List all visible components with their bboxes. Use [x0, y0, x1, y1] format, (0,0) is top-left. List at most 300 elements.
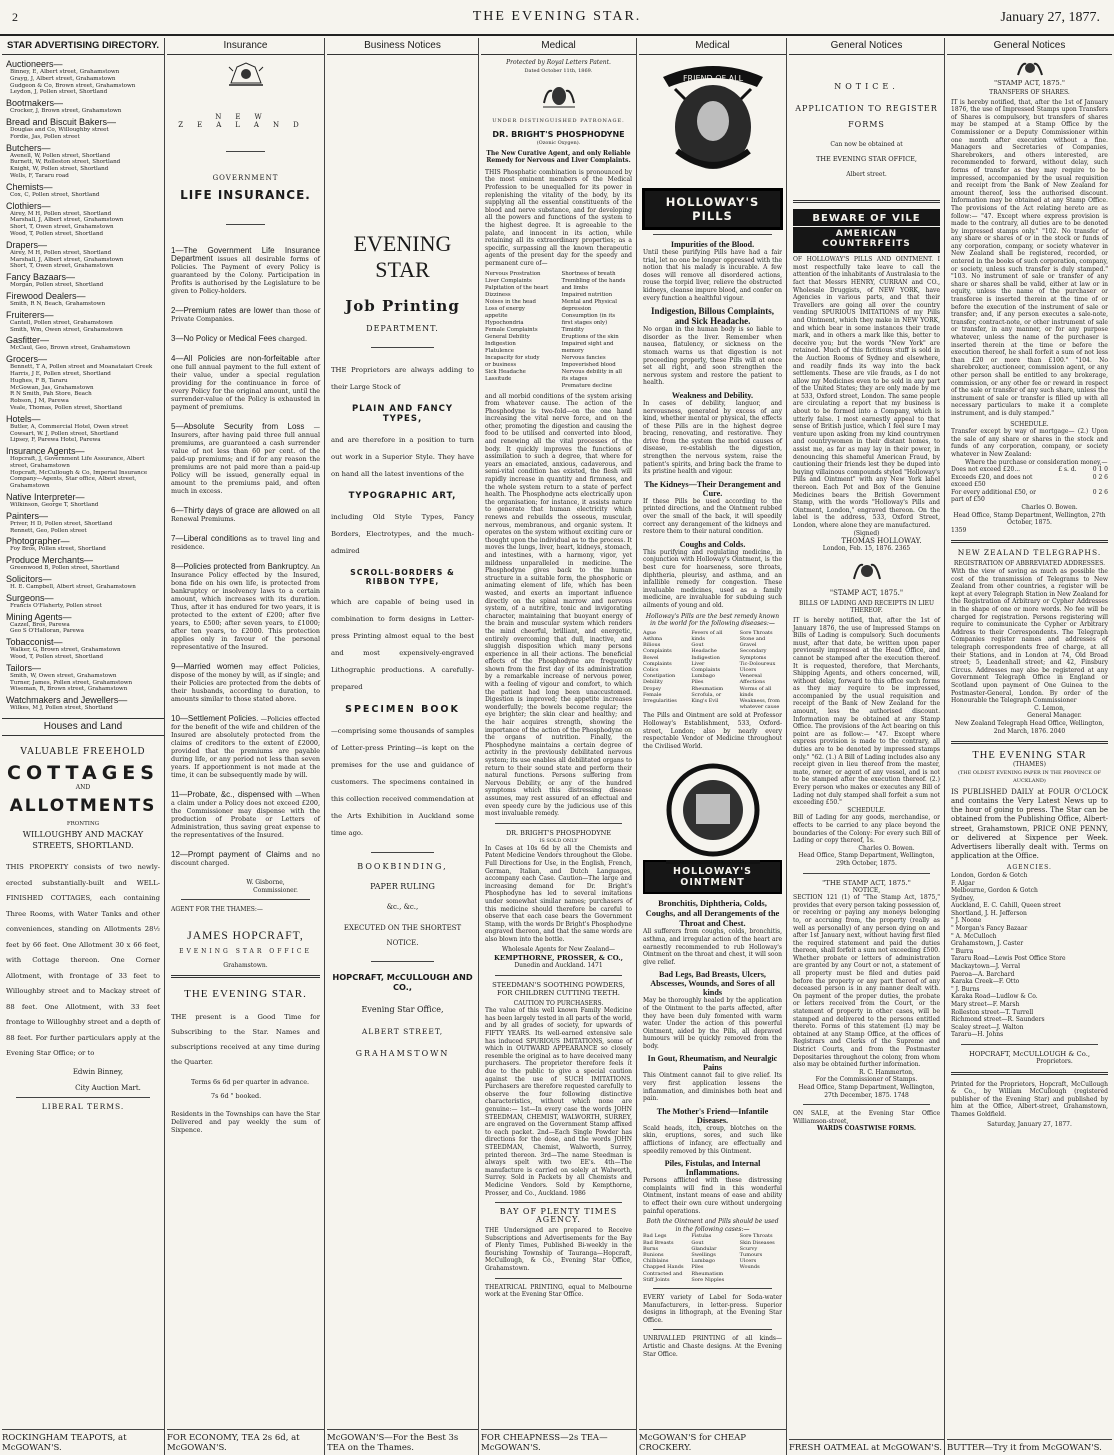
- auction-signature: Edwin Binney,: [72, 1067, 124, 1076]
- typographic-art: TYPOGRAPHIC ART,: [348, 491, 457, 501]
- agent-name: JAMES HOPCRAFT,: [187, 929, 304, 942]
- disease-item: Female Irregularities: [643, 691, 677, 704]
- register-forms: APPLICATION TO REGISTER FORMS: [795, 104, 938, 129]
- both-item: Skin Diseases: [739, 1239, 775, 1246]
- ailment-item: Female Complaints: [485, 326, 538, 333]
- subscribe-booked: 7s 6d " booked.: [211, 1092, 262, 1101]
- insurance-item: [171, 307, 320, 323]
- disease-item: Venereal Affections: [739, 673, 765, 686]
- ailment-item: Trembling of the hands: [561, 277, 626, 284]
- both-item: Glandular Swellings: [691, 1245, 717, 1258]
- phosphodyne-p2: and all morbid conditions of the system arising from whatever cause. The action of the Phosphodyne is two-fold—on the one hand increasing the vital nerve force, and on the other, promoting the digestion and causing the food to be utilised and converted into blood, and renewing all the vital processes of the body. It quickly improves the functions of assimilation to such a degree, that where for years an emaciated, anxious, cadaverous, and semi-vital condition has existed, the flesh will rapidly increase in quantity and firmness, and the whole system return to a state of perfect health. The Phosphodyne acts electrically upon the organisation; for instance, it assists nature to generate that human electricity which renews and rebuilds the osseous, muscular, nervous, membranous, and organic system. It operates on the system without exciting cure or thought upon the individual as to the process. It moves the lungs, liver, heart, kidneys, stomach, and intestines, with a harmony, vigor, yet mildness unparalleled in medicine. The Phosphodyne gives back to the human structure in a suitable form, the phosphoric or animating element of life, which has been wasted, and exerts an important influence directly on the spinal marrow and nervous system, of a nutritive, tonic and invigorating character, maintaining that buoyant energy of the brain and muscular system which renders the mind cheerful, brilliant, and energetic, entirely overcoming that dull, inactive, and sluggish disposition which many persons experience in all their actions. The beneficial effects of the Phosphodyne are frequently shown from the first day of its administration by a remarkable increase of nervous power, with a feeling of vigour and comfort, to which the patient had long been unaccustomed. Digestion is improved; the appetite increases wonderfully; the bowels become regular; the eye brighter; the skin clear and healthy; and the hair acquires strength, showing the importance of the action of the Phosphodyne on the organs of nutrition. Finally, the Phosphodyne maintains a certain degree of activity in the previously debilitated nervous system; its use enables all debilitated organs to return to their sound state and perform their natural functions. Persons suffering from Nervous Debility, or any of the hundred symptoms which this distressing disease assumes, may rest assured of an effectual and even speedy cure by the judicious use of this most invaluable remedy.: [485, 392, 632, 818]
- diseases-grid: [643, 630, 782, 711]
- agent-entry: Melbourne, Gordon & Gotch: [951, 887, 1038, 895]
- directory-category: Clothiers—: [6, 200, 51, 211]
- insurance-item: [171, 791, 320, 839]
- houses-land-header: Houses and Land: [2, 718, 164, 736]
- ailment-item: Loss of energy: [485, 305, 525, 312]
- col1-bottom-ad: ROCKINGHAM TEAPOTS, at McGOWAN'S.: [2, 1429, 164, 1453]
- directory-category: Photographer—: [6, 536, 70, 547]
- diseases-intro: Holloway's Pills are the best remedy known in the world for the following diseases:—: [645, 612, 780, 628]
- disease-item: Ulcers: [739, 666, 757, 673]
- col2-bottom-ad: FOR ECONOMY, TEA 2s 6d, at McGOWAN'S.: [167, 1429, 324, 1453]
- nz-heading: NEW ZEALAND: [178, 113, 313, 129]
- firm-street: ALBERT STREET,: [361, 1027, 444, 1036]
- agents-list: [951, 872, 1108, 1039]
- bronchitis-heading: Bronchitis, Diphtheria, Colds, Coughs, and all Derangements of the Throat and Chest.: [645, 898, 780, 929]
- fee-cell: [1045, 489, 1076, 504]
- directory-entry: Short, T, Owen street, Grahamstown: [10, 224, 114, 231]
- insurance-item: [171, 507, 320, 523]
- directory-category: Grocers—: [6, 354, 48, 365]
- job-p3: including Old Style Types, Fancy Borders, Electrotypes, and the much-admired: [331, 513, 474, 555]
- schedule-label-2: SCHEDULE.: [1010, 420, 1049, 428]
- insurance-item-text: issues all desirable forms of Policies. The Payment of every Policy is guaranteed by the Colony. Participation in Profits is authorised by the Legislature to be given to Policy-holders.: [171, 255, 320, 295]
- ailment-item: Impaired sight and: [561, 340, 614, 347]
- disease-item: Lumbago: [691, 673, 716, 680]
- signed-label: (Signed): [853, 529, 880, 537]
- directory-category: Insurance Agents—: [6, 446, 85, 457]
- directory-entry: Priver, H D, Pollen street, Shortland: [10, 520, 113, 527]
- both-item: Burns: [643, 1245, 659, 1252]
- stamp-crest-icon-2: [951, 59, 1108, 77]
- beware-banner: BEWARE OF VILE: [793, 209, 940, 226]
- ailment-item: Incapacity for study: [485, 354, 540, 361]
- insurance-item-text: may effect Policies, dispose of the money by will, as if single; and their Policies are protected from the debts of their husbands, according to duration, to amounts similar to those stated above.: [171, 663, 320, 703]
- insurance-item: [171, 423, 320, 495]
- directory-entry: Lipsey, F, Parewa Hotel, Parewa: [10, 437, 101, 444]
- can-obtained: Can now be obtained at: [830, 141, 903, 148]
- directory-category: Surgeons—: [6, 592, 54, 603]
- sold-heading: DR. BRIGHT'S PHOSPHODYNE: [505, 828, 612, 837]
- insurance-items: [171, 247, 320, 867]
- ailment-item: Consumption (in its: [561, 312, 616, 319]
- agent-entry: " J. Burns: [951, 985, 980, 993]
- head-office-2: Head Office, Stamp Department, Wellington, 27th December, 1875. 1748: [798, 1083, 935, 1099]
- col5-bottom-ad: McGOWAN'S for CHEAP CROCKERY.: [639, 1429, 786, 1453]
- directory-category: Fruiterers—: [6, 309, 54, 320]
- ribbon-text: FRIEND OF ALL: [682, 74, 743, 83]
- ailment-item: depression: [561, 305, 592, 312]
- directory-category: Native Interpreter—: [6, 492, 85, 503]
- col4-bottom-ad: FOR CHEAPNESS—2s TEA—McGOWAN'S.: [481, 1429, 636, 1453]
- fee-row: [951, 466, 1108, 474]
- kidneys-heading: The Kidneys—Their Derangement and Cure.: [644, 479, 781, 498]
- disease-item: Asthma: [643, 635, 663, 642]
- bay-plenty-body: THE Undersigned are prepared to Receive Subscriptions and Advertisements for the Bay of Plenty Times, Published Bi-weekly in the flourishing Township of Tauranga—Hopcraft, McCullough, & Co., Evening Star Office, Grahamstown.: [485, 1227, 632, 1273]
- fee-cell: 0 2 6: [1092, 488, 1109, 496]
- directory-entry: Crocker, J, Brown street, Grahamstown: [10, 108, 122, 115]
- both-item: Bad Breasts: [643, 1239, 674, 1246]
- star-office: THE EVENING STAR OFFICE,: [816, 154, 917, 163]
- auction-mart: City Auction Mart.: [75, 1083, 141, 1092]
- thames-label: (THAMES): [1013, 761, 1046, 769]
- fee-table: [951, 466, 1108, 504]
- unrivalled-ad: UNRIVALLED PRINTING of all kinds—Artistic and Chaste designs. At the Evening Star Office.: [643, 1335, 782, 1358]
- holloways-ointment-banner: HOLLOWAY'S OINTMENT: [643, 860, 782, 894]
- directory-entry: Wilkinson, George T, Shortland: [10, 502, 99, 509]
- agent-entry: Rolleston street—T. Turrell: [951, 1008, 1034, 1016]
- directory-category: Watchmakers and Jewellers—: [6, 695, 128, 706]
- steedman-body: The value of this well known Family Medicine has been largely tested in all parts of the world, and by all grades of society, for upwards of FIFTY YEARS. Its well-earned extensive sale has induced SPURIOUS IMITATIONS, some of which in OUTWARD APPEARANCE so closely resemble the original as to have deceived many purchasers. The proprietor therefore feels it due to the public to give a special caution against the use of SUCH IMITATIONS. Purchasers are therefore requested carefully to observe the four following distinctive characteristics, without which none are genuine:— 1st—In every case the words JOHN STEEDMAN, CHEMIST, WALWORTH, SURREY, are engraved on the Government Stamp affixed to each packet. 2nd—Each Single Powder has directions for the dose, and the words JOHN STEEDMAN, Chemist, Walworth, Surrey, printed thereon. 3rd—The name Steedman is always spelt with two EE's. 4th—The manufacture is carried on solely at Walworth, Surrey. Sold in Packets by all Chemists and Medicine Vendors. Sold by Kempthorne, Prosser, and Co., Auckland. 1986: [485, 1007, 632, 1197]
- insurance-item-heading: 9—Married women: [171, 662, 243, 671]
- directory-entry: Wood, T, Pollen street, Shortland: [10, 654, 104, 661]
- agent-entry: Richmond street—R. Saunders: [951, 1016, 1045, 1024]
- transfers-heading: TRANSFERS OF SHARES.: [989, 89, 1070, 96]
- ailment-item: Mental and Physical: [561, 298, 617, 305]
- masthead-title: THE EVENING STAR.: [472, 9, 642, 24]
- masthead: [0, 0, 1114, 36]
- proprietors-label: Proprietors.: [1036, 1057, 1073, 1065]
- insurance-item-heading: 1—The Government Life Insurance Department: [171, 246, 320, 263]
- column-medical-2: [639, 38, 787, 1455]
- streets-line-1: WILLOUGHBY AND MACKAY: [22, 830, 144, 840]
- imprint-date: Saturday, January 27, 1877.: [987, 1120, 1072, 1128]
- directory-entry: Rennett, Geo, Pollen street: [10, 527, 87, 534]
- directory-entry: H. E. Campbell, Albert street, Grahamstown: [10, 584, 136, 591]
- department-label: DEPARTMENT.: [366, 324, 439, 333]
- bills-body: IT is hereby notified, that, after the 1st of January 1876, the use of Impressed Stamps on Bills of Lading is compulsory. Such documents must, after that date, be written upon paper previously impressed at the Head Office, and cannot be stamped after the execution thereof. It is requested, therefore, that Merchants, Shipping Agents, and others concerned, will, without delay, forward to this office such forms as they may require to be impressed, accompanied by the usual requisition and receipt of the Bank of New Zealand for the amount, less the authorised discount. Information may be obtained at any Stamp Office. The provisions of the Act bearing on this point are as follow:— "47. Except where express provision is made to the contrary, all duties are to be denoted by impressed stamps only." "62. (1.) A Bill of Lading includes also any receipt given in lieu thereof from the master, mate, owner, or agent of any vessel, and is not to be stamped after the execution thereof. (2.) Every person who makes or executes any Bill of Lading not duly stamped shall forfeit a sum not exceeding £50.": [793, 616, 940, 807]
- ailment-item: Dizziness: [485, 291, 511, 298]
- directory-category: Butchers—: [6, 142, 51, 153]
- disease-item: Secondary Symptoms: [739, 648, 767, 661]
- piles-body: Persons afflicted with these distressing complaints will find in this wonderful Ointment, instant means of ease and ability to effect their own cure without undergoing painful operations.: [643, 1177, 782, 1215]
- subscribe-body: THE present is a Good Time for Subscribing to the Star. Names and subscriptions received at any time during the Quarter.: [171, 1013, 320, 1067]
- coughs-heading: Coughs and Colds.: [679, 539, 746, 549]
- directory-category: Mining Agents—: [6, 611, 72, 622]
- both-item: Chapped Hands: [643, 1264, 684, 1271]
- bowen-signature-2: Charles O. Bowen.: [1021, 504, 1078, 512]
- ad-number: 1359: [951, 526, 967, 534]
- ailment-item: Indigestion: [485, 340, 516, 347]
- bills-lading-heading: BILLS OF LADING AND RECEIPTS IN LIEU THEREOF.: [798, 599, 935, 615]
- phosphodyne-p3: In Cases at 10s 6d by all the Chemists and Patent Medicine Vendors throughout the Globe. Full Directions for Use, in the English, French, German, Italian, and Dutch Languages, accompany each Case. Caution—The large and increasing demand for Dr. Bright's Phosphodyne has led to several imitations under somewhat similar names; purchasers of this medicine should therefore be careful to observe that each case bears the Government Stamp, with the words Dr Bright's Phosphodyne engraved thereon, and that the same words are also blown into the bottle.: [485, 844, 632, 943]
- disease-item: Rheumatism: [691, 685, 724, 692]
- disease-item: Constipation: [643, 673, 676, 680]
- directory-entry: Cox, C, Pollen street, Shortland: [10, 191, 100, 198]
- directory-entry: Airey, M H, Pollen street, Shortland: [10, 249, 112, 256]
- ailment-item: Impaired nutrition: [561, 291, 613, 298]
- directory-category: Produce Merchants—: [6, 555, 94, 566]
- directory-entry: Butler, A, Commercial Hotel, Owen street: [10, 423, 129, 430]
- insurance-header: Insurance: [167, 38, 324, 55]
- page-number: 2: [12, 10, 18, 24]
- indigestion-body: No organ in the human body is so liable to disorder as the liver. Remember when nausea, flatulency, or sickness on the stomach warns us that digestion is not proceeding properly, these Pills will at once set all right, and soon strengthen the nervous system and restore the patient to health.: [643, 326, 782, 387]
- fee-cell: 0 1 0: [1092, 466, 1109, 474]
- allotments-heading: ALLOTMENTS: [9, 796, 157, 817]
- agent-office: EVENING STAR OFFICE: [179, 947, 312, 955]
- ailment-item: Noises in the head: [485, 298, 536, 305]
- col3-bottom-ad: McGOWAN'S—For the Best 3s TEA on the Thames.: [327, 1429, 478, 1453]
- executed-notice: EXECUTED ON THE SHORTEST NOTICE.: [343, 924, 462, 947]
- disease-item: Bowel Complaints: [643, 654, 672, 667]
- ointment-emblem-icon: [643, 754, 782, 874]
- crest-icon: [171, 61, 320, 87]
- disease-item: Bilious Complaints: [643, 642, 672, 655]
- directory-entry: Foy Bros, Pollen street, Shortland: [10, 546, 106, 553]
- column-insurance: [167, 38, 325, 1455]
- streets-line-2: STREETS, SHORTLAND.: [32, 841, 134, 851]
- insurance-item-heading: 12—Prompt payment of Claims: [171, 850, 291, 859]
- directory-entry: Robson, J M, Parewa: [10, 398, 69, 405]
- notices-header-1: General Notices: [789, 38, 944, 55]
- directory-entry: McGowan, Jas, Grahamstown: [10, 384, 94, 391]
- directory-entry: Veale, Thomas, Pollen street, Shortland: [10, 404, 123, 411]
- insurance-item-text: than those of Private Companies.: [171, 307, 320, 323]
- kempthorne-name: KEMPTHORNE, PROSSER, & CO.,: [494, 954, 623, 963]
- medical-header-1: Medical: [481, 38, 636, 55]
- column-medical-1: [481, 38, 637, 1455]
- notice-heading-2: NOTICE,: [852, 886, 881, 894]
- directory-entry: Wilkes, M J, Pollen street, Shortland: [10, 705, 113, 712]
- both-item: Gout: [691, 1239, 704, 1246]
- ailment-item: or business: [485, 361, 517, 368]
- both-item: Chilblains: [643, 1258, 669, 1265]
- directory-entry: Binney, E, Albert street, Grahamstown: [10, 69, 120, 75]
- bad-legs-heading: Bad Legs, Bad Breasts, Ulcers, Abscesses, Wounds, and Sores of all kinds: [650, 970, 775, 998]
- ailment-item: Liver Complaints: [485, 277, 532, 284]
- es-heading: THE EVENING STAR: [972, 750, 1087, 762]
- agent-entry: Mary street—F. Marsh: [951, 1001, 1020, 1008]
- column-notices-2: [947, 38, 1112, 1455]
- both-item: Lumbago: [691, 1258, 716, 1265]
- ailment-item: General Debility: [485, 333, 530, 340]
- disease-item: Tic-Doloureux: [739, 660, 776, 667]
- patronage-line: UNDER DISTINGUISHED PATRONAGE.: [492, 117, 625, 124]
- directory-entry: Short, T, Owen street, Grahamstown: [10, 263, 114, 270]
- ailment-item: first stages only): [561, 319, 608, 326]
- masthead-date: January 27, 1877.: [1000, 10, 1100, 25]
- subscribe-residents: Residents in the Townships can have the Star Delivered and pay weekly the sum of Sixpence.: [171, 1110, 320, 1135]
- agent-entry: London, Gordon & Gotch: [951, 871, 1028, 879]
- agent-entry: " Morgan's Fancy Bazaar: [951, 925, 1028, 933]
- directory-entry: Walker, G, Brown street, Grahamstown: [10, 647, 121, 654]
- directory-entry: Hopcraft, McCullough & Co, Imperial Insurance Company—Agents, Star office, Albert street, Grahamstown: [10, 469, 148, 490]
- published-daily: IS PUBLISHED DAILY at FOUR O'CLOCK and contains the Very Latest News up to the hour of going to press. The Star can be obtained from the Publishing Office, Albert-street, Grahamstown, PRICE ONE PENNY, or delivered at Sixpence per Week. Advertisers liberally dealt with. Terms on application at the Office.: [951, 787, 1108, 861]
- agent-entry: Paeroa—A. Barchard: [951, 970, 1015, 978]
- insurance-item: [171, 563, 320, 651]
- directory-category: Tobacconist—: [6, 637, 63, 648]
- evening-star-title: EVENING STAR: [353, 231, 452, 282]
- specimen-book: SPECIMEN BOOK: [345, 704, 460, 715]
- directory-entry: Douglas and Co, Willoughby street: [10, 126, 109, 133]
- holloway-sold: The Pills and Ointment are sold at Professor Holloway's Establishment, 533, Oxford-street, London; also by nearly every respectable Vendor of Medicine throughout the Civilised World.: [643, 712, 782, 750]
- directory-entry: Hopcraft, J, Government Life Assurance, Albert street, Grahamstown: [10, 456, 145, 469]
- stamp-act-heading-2: "THE STAMP ACT, 1875.": [822, 878, 911, 887]
- both-item: Piles: [691, 1264, 704, 1271]
- directory-entry: Burnett, W, Rolleston street, Shortland: [10, 159, 121, 166]
- purchase-label: Where the purchase or consideration money,—: [965, 458, 1108, 466]
- weakness-body: In cases of debility, languor, and nervousness, generated by excess of any kind, whether mental or physical, the effects of these Pills are in the highest degree bracing, renovating, and restorative. They drive from the system the morbid causes of disease, re-establish the digestion, strengthen the nervous system, raise the patient's spirits, and bring back the frame to its pristine health and vigour.: [643, 399, 782, 476]
- directory-category: Chemists—: [6, 181, 53, 192]
- disease-item: Liver Complaints: [691, 660, 721, 673]
- fee-cell: 0 2 6: [1092, 473, 1109, 481]
- lemon-signature: C. Lemon,: [1034, 704, 1065, 712]
- mothers-friend-heading: The Mother's Friend—Infantile Diseases.: [656, 1106, 769, 1125]
- directory-entry: Geo S O'Halloran, Parewa: [10, 628, 84, 635]
- fee-cell: For every additional £50, or part of £50: [951, 488, 1037, 504]
- stamp-crest-icon: [793, 559, 940, 583]
- ailment-item: its stages: [561, 375, 588, 382]
- directory-entry: Wiseman, R, Brown street, Grahamstown: [10, 686, 128, 693]
- impurities-body: Until these purifying Pills have had a fair trial, let no one be longer oppressed with the notion that his malady is incurable. A few doses will remove all disordered actions, rouse the torpid liver, relieve the obstructed kidneys, cleanse impure blood, and confer on every function a healthful vigour.: [643, 249, 782, 302]
- agent-label: AGENT FOR THE THAMES:—: [171, 906, 263, 914]
- ailment-item: Shortness of breath: [561, 270, 616, 277]
- bookbinding: BOOKBINDING,: [357, 862, 448, 871]
- nz-telegraphs-heading: NEW ZEALAND TELEGRAPHS.: [957, 548, 1102, 558]
- job-p2: and are therefore in a position to turn out work in a Superior Style. They have on hand all the latest inventions of the: [331, 436, 474, 478]
- lemon-office: New Zealand Telegraph Head Office, Wellington, 2nd March, 1876. 2040: [954, 719, 1105, 735]
- disease-item: Piles: [691, 679, 704, 686]
- job-p1: THE Proprietors are always adding to their Large Stock of: [331, 366, 474, 391]
- column-notices-1: [789, 38, 945, 1455]
- firm-office: Evening Star Office,: [361, 1005, 444, 1014]
- wards-forms: WARDS COASTWISE FORMS.: [817, 1125, 916, 1133]
- both-item: Rheumatism: [691, 1270, 724, 1277]
- directory-entry: Greenwood B, Pollen street, Shortland: [10, 565, 120, 572]
- schedule-label: SCHEDULE.: [847, 806, 886, 814]
- agent-entry: Mackaytown—J. Verral: [951, 963, 1021, 971]
- schedule-body: Bill of Lading for any goods, merchandise, or effects to be carried to any place beyond the boundaries of the Colony: For every such Bill of Lading or copy thereof, 1s.: [793, 814, 940, 845]
- directory-entry: Marshall, J, Albert street, Grahamstown: [10, 256, 124, 263]
- wholesale-label: Wholesale Agents for New Zealand—: [501, 946, 616, 954]
- agent-entry: " Burra: [951, 947, 974, 955]
- fee-cell: [1045, 474, 1076, 489]
- business-header: Business Notices: [327, 38, 478, 55]
- insurance-item-text: and no discount charged.: [171, 851, 320, 867]
- disease-item: Indigestion: [691, 654, 720, 661]
- agent-town: Grahamstown.: [223, 961, 268, 969]
- both-item: Fistulas: [691, 1233, 712, 1240]
- both-item: Wounds: [739, 1264, 760, 1271]
- directory-category: Gasfitter—: [6, 335, 50, 346]
- ailment-item: and limbs: [561, 284, 589, 291]
- job-printing-title: Job Printing: [345, 297, 460, 315]
- printer-imprint: Printed for the Proprietors, Hopcraft, McCullough & Co., by William McCullough (registered publisher of the Evening Star) and published by him at the Office, Albert-street, Grahamstown, Thames Goldfield.: [951, 1080, 1108, 1118]
- insurance-item-heading: 3—No Policy or Medical Fees: [171, 334, 277, 343]
- ailment-item: Premature decline: [561, 382, 613, 389]
- directory-entry: Francis O'Flaherty, Pollen street: [10, 602, 102, 609]
- directory-entry: Grayg, J, Albert street, Grahamstown: [10, 75, 116, 82]
- agent-entry: Sydney,: [951, 894, 975, 902]
- fee-cell: Does not exceed £20...: [951, 466, 1021, 474]
- directory-category: Tailors—: [6, 662, 42, 673]
- fee-row: [951, 489, 1108, 504]
- directory-entry: Hughes, F B, Tararu: [10, 377, 68, 384]
- phosphodyne-lead: The New Curative Agent, and only Reliable Remedy for Nervous and Liver Complaints.: [486, 149, 631, 165]
- indigestion-heading: Indigestion, Billous Complaints, and Sick Headache.: [650, 306, 775, 327]
- schedule-body-2: Transfer except by way of mortgage— (2.) Upon the sale of any share or shares in the stock and funds of any corporation, company, or society whatever in New Zealand:: [951, 428, 1108, 458]
- directory-category: Hotels—: [6, 413, 41, 424]
- directory-entry: Airey, M H, Pollen street, Shortland: [10, 210, 112, 217]
- patent-date: Dated October 11th, 1869.: [524, 67, 593, 74]
- ailment-item: Palpitation of the heart: [485, 284, 549, 291]
- ailment-item: Hypochondria: [485, 319, 524, 326]
- head-office-1: Head Office, Stamp Department, Wellington, 29th October, 1875.: [798, 852, 935, 867]
- both-item: Scurvy: [739, 1245, 758, 1252]
- ailments-grid: [485, 271, 632, 390]
- directory-header: STAR ADVERTISING DIRECTORY.: [2, 38, 164, 55]
- directory-entry: R N Smith, Pah Store, Beach: [10, 391, 92, 398]
- insurance-item-heading: 8—Policies protected from Bankruptcy.: [171, 562, 310, 571]
- life-insurance-heading: LIFE INSURANCE.: [180, 188, 311, 202]
- phosphodyne-p1: THIS Phosphatic combination is pronounced by the most eminent members of the Medical Profession to be unequalled for its power in replenishing the vitality of the body, by its supplying all the essential constituents of the blood and nerve substance, and for developing all the powers and functions of the system to the highest degree. It is agreeable to the palate, and innocent in its action, while retaining all its extraordinary properties; as a specific, surpassing all the known therapeutic agents of the present day for the speedy and permanent cure of—: [485, 168, 632, 267]
- directory-entry: Bennett, T A, Pollen street and Moanataiari Creek: [10, 364, 153, 371]
- agencies-heading: AGENCIES.: [1007, 864, 1052, 872]
- disease-item: Worms of all kinds: [739, 685, 772, 698]
- hammerton-signature: R. C. Hammerton,: [859, 1068, 914, 1076]
- albert-street: Albert street.: [846, 170, 887, 178]
- disease-item: Scrofula, or King's Evil: [691, 691, 722, 704]
- royal-arms-icon: [485, 83, 632, 109]
- disease-item: Debility: [643, 679, 663, 686]
- ailment-item: memory: [561, 347, 584, 354]
- notice-heading: NOTICE.: [834, 82, 899, 91]
- commissioner-title: Commissioner.: [253, 886, 298, 894]
- directory-entry: Smith, R N, Beach, Grahamstown: [10, 300, 106, 307]
- disease-item: Dropsy: [643, 685, 662, 692]
- bronchitis-body: All sufferers from coughs, colds, bronchitis, asthma, and irregular action of the heart are earnestly recommended to rub Holloway's Ointment on the throat and chest, it will soon give relief.: [643, 928, 782, 966]
- directory-entry: Wells, F, Tararu road: [10, 172, 69, 179]
- directory-category: Fancy Bazaars—: [6, 272, 76, 283]
- piles-heading: Piles, Fistulas, and Internal Inflammations.: [664, 1159, 761, 1178]
- medical-header-2: Medical: [639, 38, 786, 55]
- firm-name: HOPCRAFT, McCULLOUGH AND CO.,: [332, 972, 473, 992]
- mothers-friend-body: Scald heads, itch, croup, blotches on the skin, eruptions, sores, and such like afflictions of infancy, are effectually and speedily removed by this Ointment.: [643, 1124, 782, 1155]
- insurance-item: [171, 715, 320, 779]
- agent-entry: Tararu—H. Johns: [951, 1031, 1004, 1039]
- agent-entry: Shortland, J. H. Jefferson: [951, 909, 1027, 917]
- insurance-item-text: —Policies effected for the benefit of the wife and children of the Insured are absolutely protected from the claims of creditors to the extent of £2000, provided that the premiums are payable during life, or any period not less than seven years. If apportionment is not made at the time, it can be subsequently made by will.: [171, 715, 320, 779]
- ailment-item: Nervous debility in all: [561, 368, 622, 375]
- bad-legs-body: May be thoroughly healed by the application of the Ointment to the parts affected, after they have been duly fomented with warm water. Under the action of this powerful Ointment, aided by the Pills, all depraved humours will be quickly removed from the body.: [643, 997, 782, 1050]
- ailment-item: Lassitude: [485, 375, 512, 382]
- insurance-item-heading: 7—Liberal conditions: [171, 534, 247, 543]
- directory-entry: Cantell, Pollen street, Grahamstown: [10, 319, 113, 326]
- holloway-date: London, Feb. 15, 1876. 2365: [822, 545, 911, 553]
- ailment-item: Flatulence: [485, 347, 514, 354]
- transfers-body: IT is hereby notified, that, after the 1st of January 1876, the use of Impressed Stamps upon Transfers of Shares is compulsory, but transfers of shares may be stamped at a Stamp Office by the Commissioner or a Deputy Commissioner within one month after execution without a fine. Managers and Secretaries of Companies, Sharebrokers, and others interested, are recommended to forward, without delay, such forms of transfer as they may require to be impressed, accompanied by the usual requisition and receipt from the Bank of New Zealand for amount thereof, less the authorised discount. Information may be obtained at any Stamp Office. The provisions of the Act relating hereto are as follow:— "47. Except where express provision is made to the contrary, all duties are to be denoted by impressed stamps only." "102. No transfer of any share or shares of or in the stock or funds of any corporation, company, or society whatever in New Zealand shall be registered, recorded, or entered in the books of such corporation, company, or society, unless such transfer is duly stamped." "103. No instrument of sale or transfer of any share or shares shall be valid, either at law or in equity, unless the name of the purchaser or transferee is inserted therein at the time of or before the execution of the instrument of sale or transfer; and, if any person executes a sale-note, transfer, contract-note, or other instrument of sale or transfer, in any manner, or for any purpose whatever, unless the name of the purchaser is inserted therein at the time or before the execution thereof, he shall forfeit a sum of not less than £20 or more than £100." "104. No sharebroker, auctioneer, commission agent, or any other person shall be entitled to any brokerage, commission, or any other fee or reward in respect of the sale or transfer of any such share, unless the instrument of sale or transfer is filled up with all necessary particulars to make it a complete instrument, and is duly stamped.": [951, 98, 1108, 417]
- job-p5: —comprising some thousands of samples of Letter-press Printing—is kept on the premises for the use and guidance of customers. The specimens contained in this collection received commendation at the Arts Exhibition in Auckland some time ago.: [331, 727, 474, 837]
- disease-item: Weakness, from whatever cause: [739, 697, 780, 711]
- both-item: Contracted and Stiff Joints: [643, 1270, 683, 1283]
- subscribe-terms: Terms 6s 6d per quarter in advance.: [191, 1078, 310, 1087]
- government-label: GOVERNMENT: [212, 174, 279, 182]
- beware-body: OF HOLLOWAY'S PILLS AND OINTMENT. I most respectfully take leave to call the attention of the inhabitants of Australasia to the fact that Messrs HENRY, CURRAN and CO., Wholesale Druggists, of NEW YORK, have Agencies in various parts, and that their Travellers are going all over the country vending SPURIOUS IMITATIONS of my Pills and Ointment, which they make in NEW YORK, and which bear in some instances their trade mark, and in others a mark like this, better to deceive you; but the words "New York" are retained. Much of this fictitious stuff is sold in the Auction Rooms of Sydney and elsewhere, and readily finds its way into the back settlements. These are vile frauds, as I do not allow my Medicines even to be sold in any part of the United States; they are only made by me at 533, Oxford street, London. The same people are circulating a report that my business is about to be formed into a Company, which is utterly false. I most earnestly appeal to that sense of British justice, which I feel sure I may venture upon asking from my kind countrymen and countrywomen in their distant homes, to assist me, as far as may lay in their power, in denouncing this shameful American Fraud, by cautioning their friends lest they be duped into buying villainous compounds styled "Holloway's Pills and Ointment" with any New York label thereon. Each Pot and Box of the Genuine Medicines bears the British Government Stamp, with the words "Holloway's Pills and Ointment, London," engraved thereon. On the label is the address, 533, Oxford Street, London, where alone they are manufactured.: [793, 256, 940, 529]
- insurance-item-text: charged.: [278, 335, 307, 343]
- directory-category: Solicitors—: [6, 574, 52, 585]
- directory-entry: Gudgeon & Co, Brown street, Grahamstown: [10, 82, 136, 89]
- insurance-item: [171, 335, 320, 343]
- proprietors-firm: HOPCRAFT, McCULLOUGH & Co.,: [968, 1049, 1091, 1058]
- job-p4: which are capable of being used in combination to form designs in Letter-press Printing almost equal to the best and most expensively-engraved Lithographic productions. A carefully-prepared: [331, 598, 474, 691]
- insurance-item: [171, 535, 320, 551]
- ailment-item: Timidity: [561, 326, 585, 333]
- holloways-pills-banner: HOLLOWAY'S PILLS: [643, 189, 782, 229]
- directory-entry: Knight, W, Pollen street, Shortland: [10, 166, 109, 173]
- insurance-item-text: —When a claim under a Policy does not exceed £200, the Commissioner may dispense with the production of Probate or Letters of Administration, thus saving great expense to the representatives of the Insured.: [171, 791, 320, 839]
- holloway-signature: THOMAS HOLLOWAY.: [841, 537, 922, 546]
- directory-category: Auctioneers—: [6, 59, 63, 69]
- steedman-heading: STEEDMAN'S SOOTHING POWDERS, FOR CHILDREN CUTTING TEETH.: [492, 980, 625, 997]
- directory-entry: Cazzel, Bros, Parewa: [10, 621, 70, 628]
- disease-item: Gout: [691, 642, 704, 649]
- directory-entry: Fordie, Jas, Pollen street: [10, 133, 80, 140]
- directory-entry: Morgan, Pollen street, Shortland: [10, 282, 104, 289]
- column-business: [327, 38, 479, 1455]
- insurance-item-text: after one full annual payment to the full extent of their value, under a special regulation providing for the continuance in force of every Policy for the original amount, until the surrender-value of the Policy is exhausted in payment of premiums.: [171, 355, 320, 411]
- bowen-signature: Charles O. Bowen.: [858, 844, 915, 852]
